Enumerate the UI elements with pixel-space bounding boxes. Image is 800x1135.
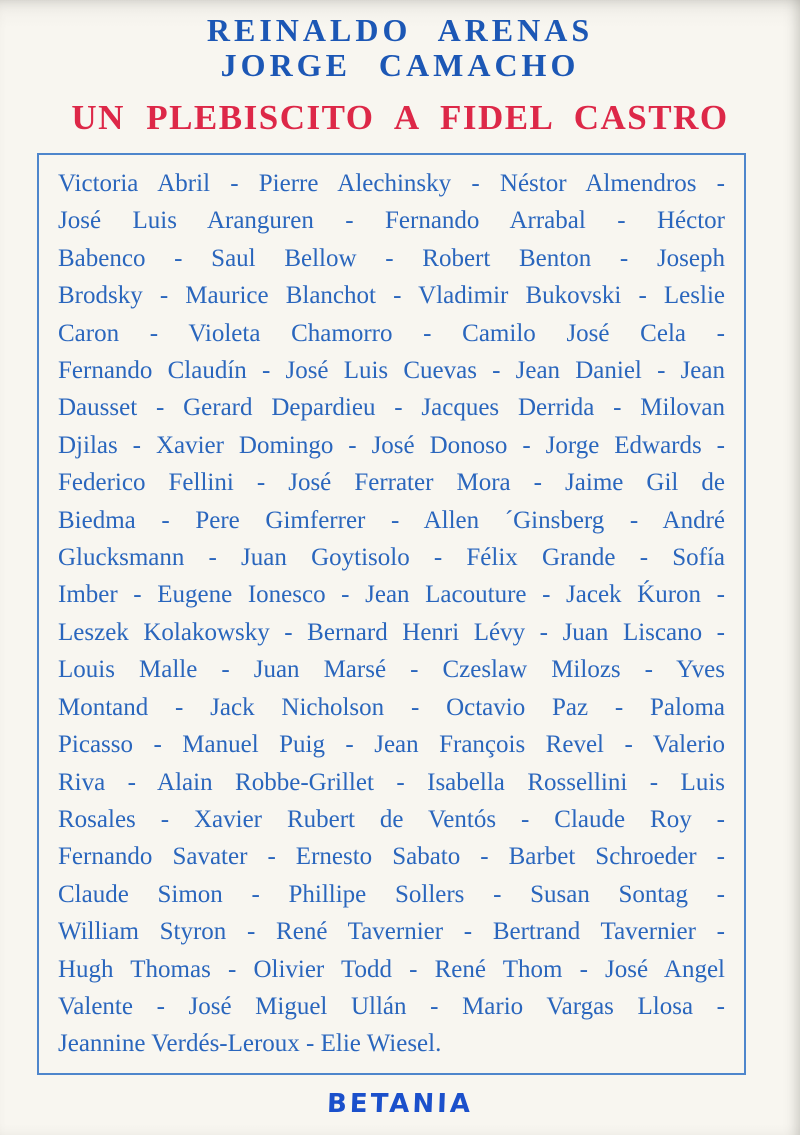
signers-line: Leszek Kolakowsky - Bernard Henri Lévy - Juan Liscano - [58, 618, 725, 646]
signers-line: Riva - Alain Robbe-Grillet - Isabella Rossellini - Luis [58, 768, 725, 796]
signers-line: Hugh Thomas - Olivier Todd - René Thom - José Angel [58, 955, 725, 983]
signers-line: Dausset - Gerard Depardieu - Jacques Derrida - Milovan [58, 394, 725, 422]
book-title: UN PLEBISCITO A FIDEL CASTRO [71, 98, 729, 137]
signers-line: Caron - Violeta Chamorro - Camilo José Cela - [58, 319, 725, 347]
author-name-arenas: REINALDO ARENAS [206, 12, 594, 48]
author-name-camacho: JORGE CAMACHO [220, 47, 580, 83]
publisher-logo: BETANIA [326, 1089, 474, 1119]
signers-line: Fernando Savater - Ernesto Sabato - Barbet Schroeder - [58, 843, 725, 871]
signers-line: Glucksmann - Juan Goytisolo - Félix Grande - Sofía [58, 544, 725, 572]
signers-line: Djilas - Xavier Domingo - José Donoso - Jorge Edwards - [58, 431, 725, 459]
signers-line: Fernando Claudín - José Luis Cuevas - Jean Daniel - Jean [58, 357, 725, 385]
signers-box [37, 153, 746, 1075]
signers-line: Federico Fellini - José Ferrater Mora - Jaime Gil de [58, 469, 725, 497]
signers-list [58, 165, 725, 1063]
signers-line: Babenco - Saul Bellow - Robert Benton - Joseph [58, 244, 725, 272]
signers-line: Biedma - Pere Gimferrer - Allen ´Ginsberg - André [58, 506, 725, 534]
signers-line: Montand - Jack Nicholson - Octavio Paz - Paloma [58, 693, 725, 721]
signers-line: Valente - José Miguel Ullán - Mario Vargas Llosa - [58, 992, 725, 1020]
signers-line: Louis Malle - Juan Marsé - Czeslaw Milozs - Yves [58, 656, 725, 684]
signers-line: Brodsky - Maurice Blanchot - Vladimir Bukovski - Leslie [58, 282, 725, 310]
authors-block [0, 0, 800, 83]
signers-line: Rosales - Xavier Rubert de Ventós - Claude Roy - [58, 805, 725, 833]
signers-line: José Luis Aranguren - Fernando Arrabal - Héctor [58, 207, 725, 235]
signers-line: William Styron - René Tavernier - Bertrand Tavernier - [58, 918, 725, 946]
signers-line: Picasso - Manuel Puig - Jean François Revel - Valerio [58, 731, 725, 759]
signers-line: Victoria Abril - Pierre Alechinsky - Néstor Almendros - [58, 170, 725, 197]
signers-line: Claude Simon - Phillipe Sollers - Susan Sontag - [58, 880, 725, 908]
signers-line: Imber - Eugene Ionesco - Jean Lacouture - Jacek Ḱuron - [58, 581, 725, 609]
signers-line: Jeannine Verdés-Leroux - Elie Wiesel. [58, 1030, 442, 1058]
